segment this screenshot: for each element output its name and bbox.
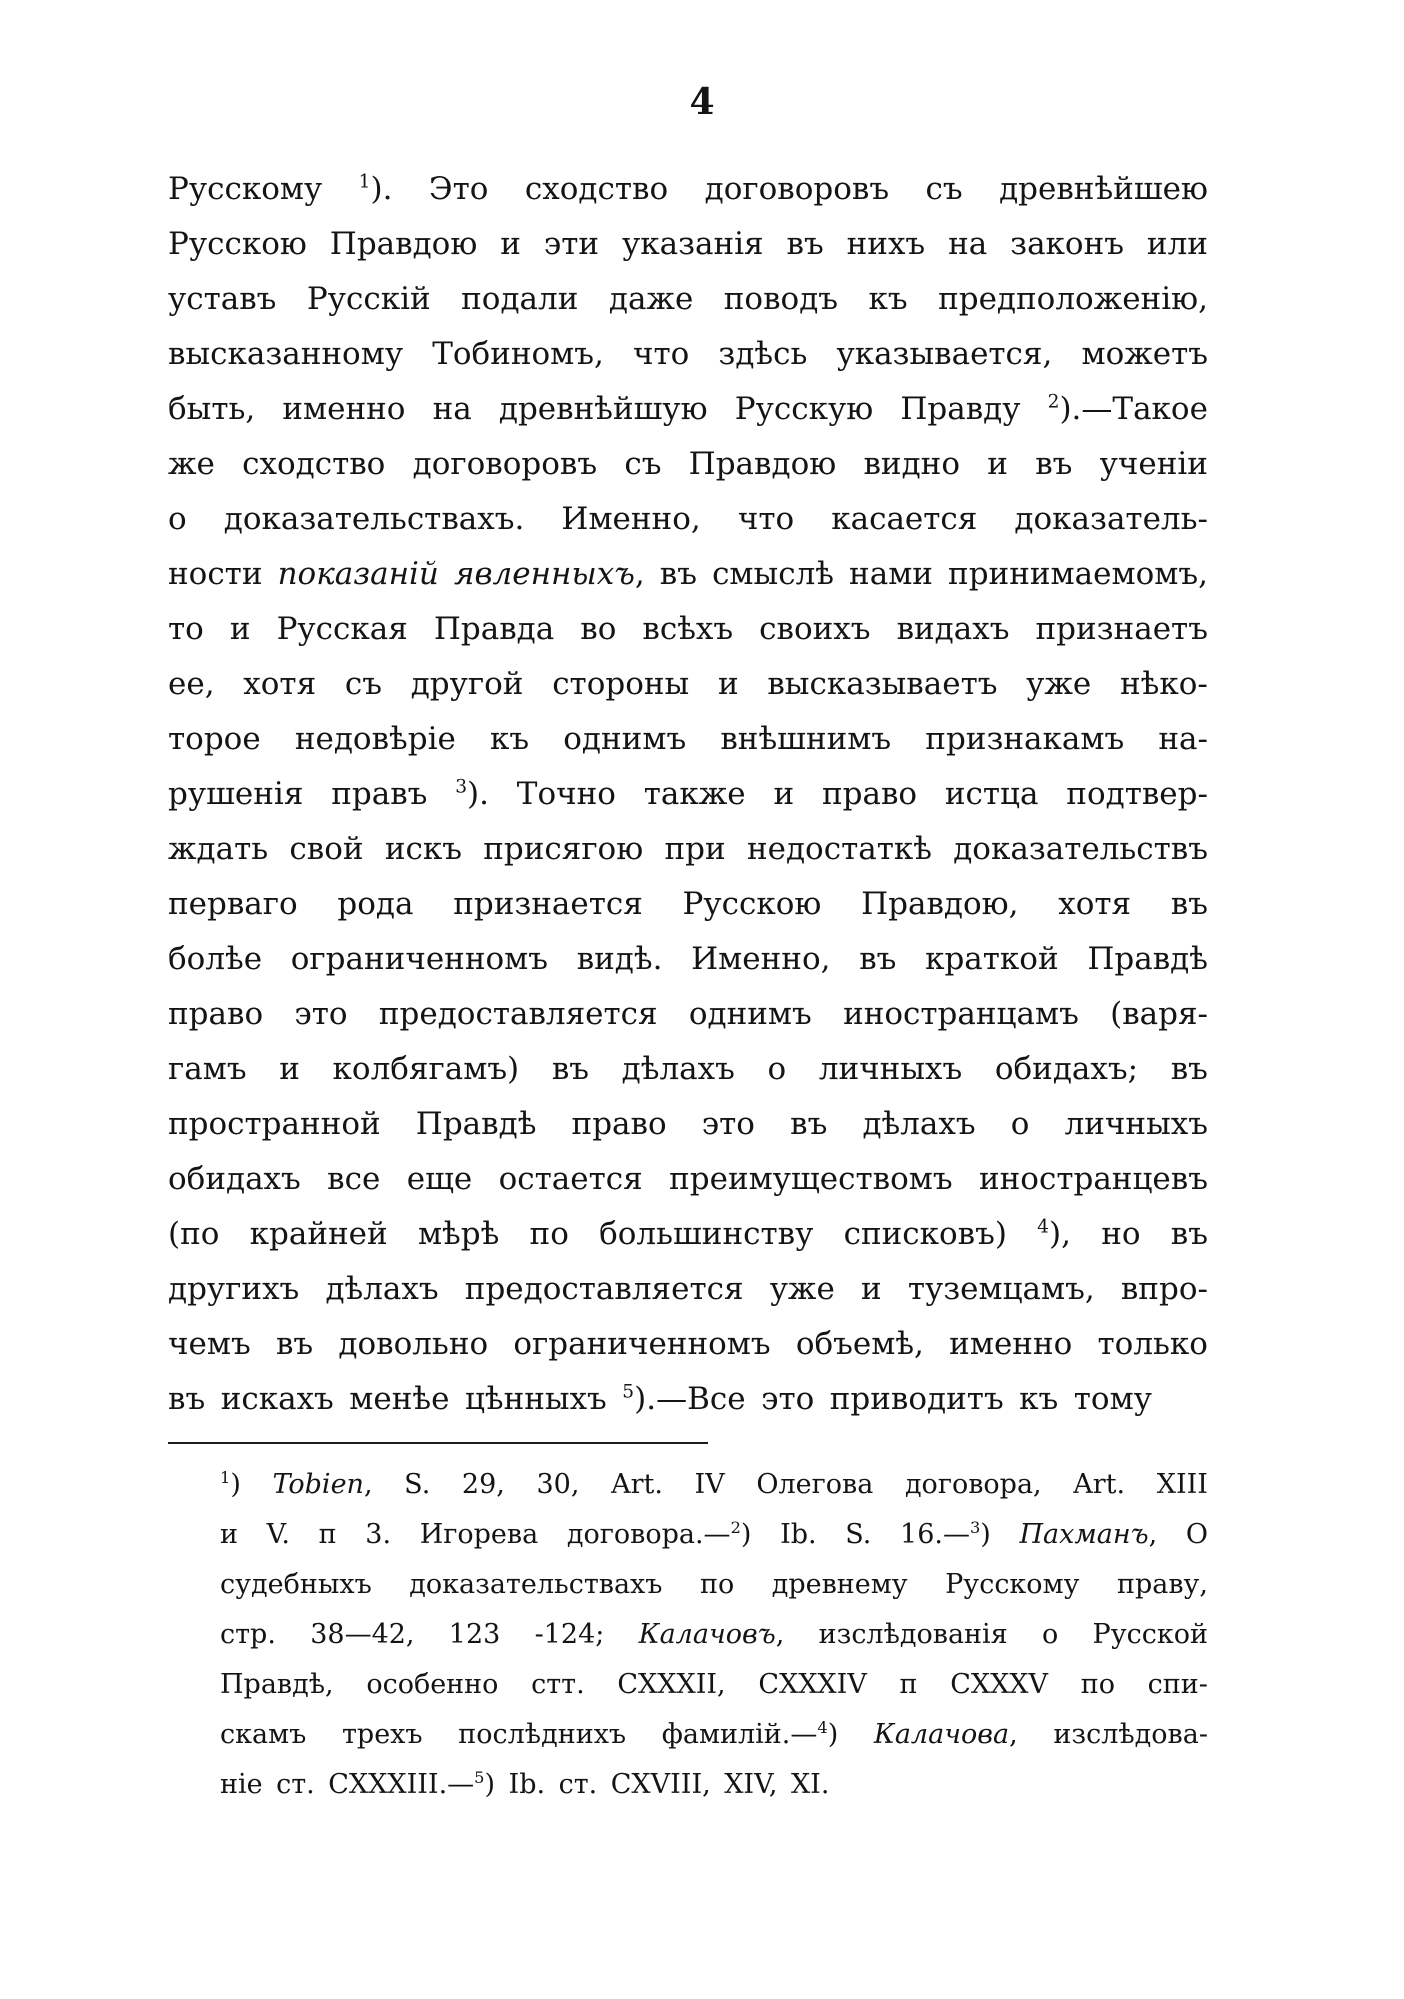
- footnote-line: [220, 1460, 1208, 1510]
- footnote-word: Ib.: [780, 1519, 817, 1550]
- body-text-line: [168, 602, 1208, 657]
- body-text-word: большинству: [599, 1216, 814, 1252]
- body-text-word: краткой: [925, 941, 1059, 977]
- body-text-word: доказательствъ: [953, 831, 1208, 867]
- footnote-word: ст.: [276, 1769, 315, 1800]
- body-text-word: можетъ: [1081, 336, 1208, 372]
- body-text-word: дѣлахъ: [621, 1051, 735, 1087]
- body-text-word: высказываетъ: [767, 666, 998, 702]
- body-text-word: даже: [608, 281, 694, 317]
- body-text-word: Русскою: [682, 886, 822, 922]
- body-text-word: Правду: [900, 391, 1021, 427]
- body-text-line: [168, 1372, 1208, 1427]
- body-text-word: преимуществомъ: [669, 1161, 953, 1197]
- body-text-word: это: [701, 1106, 755, 1142]
- footnote-word: Tobien,: [272, 1469, 373, 1500]
- body-text-word: рода: [337, 886, 414, 922]
- body-text-word: эти: [543, 226, 600, 262]
- footnote-line: [220, 1660, 1208, 1710]
- body-text-word: въ: [786, 226, 824, 262]
- body-text-word: впро-: [1120, 1271, 1208, 1307]
- body-text-word: это: [294, 996, 348, 1032]
- body-text-word: подтвер-: [1066, 776, 1208, 812]
- body-text-word: искъ: [384, 831, 462, 867]
- body-text-word: Правдою,: [861, 886, 1019, 922]
- body-text-word: нѣко-: [1120, 666, 1208, 702]
- footnote-word: 16.—$^3$): [900, 1518, 991, 1550]
- body-text-word: менѣе: [349, 1381, 450, 1417]
- footnote-word: -124;: [534, 1619, 605, 1650]
- body-text-word: по: [529, 1216, 569, 1252]
- footnote-word: Ib.: [508, 1769, 546, 1800]
- footnote-line: [220, 1760, 1208, 1810]
- body-text-word: о: [1010, 1106, 1030, 1142]
- body-text-word: всѣхъ: [642, 611, 734, 647]
- body-text-word: ограниченномъ: [513, 1326, 771, 1362]
- footnote-word: изслѣдова-: [1053, 1719, 1208, 1750]
- footnote-word: XIII: [1156, 1469, 1208, 1500]
- body-text-line: [168, 547, 1208, 602]
- body-text-line: [168, 1042, 1208, 1097]
- body-text-word: Русскій: [306, 281, 431, 317]
- body-text-word: въ: [859, 941, 897, 977]
- body-text-word: здѣсь: [718, 336, 808, 372]
- body-text-word: обидахъ: [168, 1161, 301, 1197]
- footnotes: [220, 1460, 1208, 1810]
- body-text-word: смыслѣ: [712, 556, 834, 592]
- body-text-word: высказанному: [168, 336, 404, 372]
- body-text-word: древнѣйшею: [999, 171, 1208, 207]
- body-text-word: на: [432, 391, 472, 427]
- body-text-word: доказательствахъ.: [223, 501, 525, 537]
- body-text-word: гамъ: [168, 1051, 247, 1087]
- footnote-word: V.: [266, 1519, 291, 1550]
- body-text-word: Именно,: [691, 941, 831, 977]
- body-text-word: Тобиномъ,: [432, 336, 604, 372]
- body-text-word: именно: [282, 391, 406, 427]
- footnote-word: Олегова: [756, 1469, 874, 1500]
- body-text-word: хотя: [243, 666, 317, 702]
- body-text-word: колбягамъ): [332, 1051, 520, 1087]
- body-text-word: свой: [289, 831, 364, 867]
- body-text-word: ждать: [168, 831, 269, 867]
- footnote-word: фамилій.—$^4$): [661, 1718, 839, 1750]
- footnote-word: CXXXV: [950, 1669, 1049, 1700]
- body-text-line: [168, 492, 1208, 547]
- body-text-word: къ: [868, 281, 908, 317]
- footnote-word: стт.: [531, 1669, 585, 1700]
- body-text-word: показаній: [277, 556, 439, 592]
- footnote-word: CXXXIII.—$^5$): [328, 1768, 496, 1800]
- footnote-word: по: [1080, 1669, 1115, 1700]
- body-text-word: сходство: [524, 171, 669, 207]
- body-text-word: личныхъ: [818, 1051, 963, 1087]
- footnote-word: S.: [845, 1519, 872, 1550]
- footnote-word: спи-: [1147, 1669, 1208, 1700]
- body-text-word: болѣе: [168, 941, 263, 977]
- body-text-word: и: [987, 446, 1008, 482]
- body-text-word: въ: [1170, 1051, 1208, 1087]
- body-text-word: (варя-: [1110, 996, 1208, 1032]
- body-text-word: доказатель-: [1014, 501, 1208, 537]
- body-text-word: Правдѣ: [1087, 941, 1208, 977]
- body-text-word: съ: [344, 666, 382, 702]
- footnote-word: 38—42,: [310, 1619, 415, 1650]
- body-text-word: рушенія: [168, 776, 304, 812]
- footnote-word: трехъ: [341, 1719, 423, 1750]
- footnote-word: Правдѣ,: [220, 1669, 334, 1700]
- footnote-word: договора,: [904, 1469, 1042, 1500]
- body-text-word: быть,: [168, 391, 256, 427]
- footnote-line: [220, 1510, 1208, 1560]
- body-text-line: [168, 437, 1208, 492]
- footnote-word: О: [1185, 1519, 1208, 1550]
- body-text-word: это: [761, 1381, 815, 1417]
- body-text-line: [168, 327, 1208, 382]
- body-text-word: недостаткѣ: [746, 831, 932, 867]
- body-text-word: ученіи: [1099, 446, 1208, 482]
- body-text-line: [168, 162, 1208, 217]
- body-text-word: и: [279, 1051, 300, 1087]
- body-text-word: недовѣріе: [294, 721, 456, 757]
- body-text-word: въ: [659, 556, 697, 592]
- footnote-word: XI.: [790, 1769, 830, 1800]
- body-text-word: иностранцамъ: [843, 996, 1079, 1032]
- footnote-word: п: [318, 1519, 337, 1550]
- body-text-word: Правдою: [329, 226, 478, 262]
- body-text-word: Именно,: [561, 501, 701, 537]
- body-text-word: чемъ: [168, 1326, 251, 1362]
- footnote-word: CXXXII,: [617, 1669, 726, 1700]
- body-text-word: и: [500, 226, 521, 262]
- body-text-word: договоровъ: [412, 446, 598, 482]
- page-number: 4: [689, 81, 715, 123]
- body-text-word: правъ: [331, 776, 428, 812]
- body-text-word: еще: [406, 1161, 473, 1197]
- body-text-word: (по: [168, 1216, 220, 1252]
- body-text-word: однимъ: [563, 721, 687, 757]
- footnote-line: [220, 1710, 1208, 1760]
- body-text-word: признаетъ: [1035, 611, 1208, 647]
- footnote-divider: [168, 1442, 708, 1444]
- body-text-word: о: [168, 501, 187, 537]
- footnote-word: и: [220, 1519, 238, 1550]
- body-text-word: законъ: [1010, 226, 1124, 262]
- body-text-word: нихъ: [846, 226, 926, 262]
- body-text-word: торое: [168, 721, 261, 757]
- body-text-word: ее,: [168, 666, 215, 702]
- body-text-word: искахъ: [220, 1381, 334, 1417]
- body-text-word: въ: [1170, 886, 1208, 922]
- footnote-word: скамъ: [220, 1719, 307, 1750]
- body-text-word: на-: [1158, 721, 1208, 757]
- footnote-word: п: [899, 1669, 918, 1700]
- footnote-word: Калачовъ,: [638, 1619, 785, 1650]
- body-text-word: уже: [1026, 666, 1092, 702]
- body-text-word: также: [643, 776, 746, 812]
- footnote-word: судебныхъ: [220, 1569, 372, 1600]
- body-text-line: [168, 712, 1208, 767]
- body-text-word: $^2$).—Такое: [1047, 391, 1208, 427]
- body-text-word: хотя: [1058, 886, 1132, 922]
- body-text-line: [168, 1097, 1208, 1152]
- body-text-line: [168, 932, 1208, 987]
- body-text-word: своихъ: [759, 611, 871, 647]
- footnote-word: IV: [694, 1469, 725, 1500]
- footnote-word: 3.: [365, 1519, 392, 1550]
- footnote-word: 29,: [461, 1469, 505, 1500]
- body-text-word: къ: [1019, 1381, 1059, 1417]
- body-text-word: признается: [453, 886, 643, 922]
- body-text: [168, 162, 1208, 1427]
- body-text-word: присягою: [483, 831, 644, 867]
- body-text-word: сходство: [242, 446, 386, 482]
- body-text-word: остается: [498, 1161, 643, 1197]
- body-text-word: другихъ: [168, 1271, 300, 1307]
- body-text-word: предположенію,: [938, 281, 1208, 317]
- body-text-word: обидахъ;: [994, 1051, 1139, 1087]
- footnote-word: 123: [448, 1619, 501, 1650]
- body-text-line: [168, 1207, 1208, 1262]
- body-text-word: приводитъ: [829, 1381, 1004, 1417]
- body-text-word: именно: [949, 1326, 1073, 1362]
- body-text-word: на: [948, 226, 988, 262]
- body-text-word: только: [1097, 1326, 1208, 1362]
- body-text-word: во: [580, 611, 617, 647]
- body-text-word: перваго: [168, 886, 298, 922]
- body-text-word: признакамъ: [925, 721, 1125, 757]
- footnote-line: [220, 1560, 1208, 1610]
- body-text-word: истца: [944, 776, 1039, 812]
- body-text-word: въ: [551, 1051, 589, 1087]
- body-text-word: поводъ: [723, 281, 839, 317]
- body-text-word: что: [632, 336, 690, 372]
- body-text-word: $^3$).: [455, 776, 489, 812]
- footnote-word: XIV,: [724, 1769, 778, 1800]
- footnote-word: по: [699, 1569, 735, 1600]
- footnote-word: 30,: [536, 1469, 580, 1500]
- footnote-word: CXXXIV: [758, 1669, 867, 1700]
- body-text-word: списковъ): [843, 1216, 1007, 1252]
- body-text-word: предоставляется: [464, 1271, 744, 1307]
- body-text-line: [168, 767, 1208, 822]
- body-text-line: [168, 1262, 1208, 1317]
- footnote-word: $^1$): [220, 1468, 241, 1500]
- body-text-word: но: [1101, 1216, 1141, 1252]
- body-text-word: пространной: [168, 1106, 381, 1142]
- body-text-line: [168, 272, 1208, 327]
- footnote-line: [220, 1610, 1208, 1660]
- body-text-word: съ: [925, 171, 963, 207]
- body-text-word: другой: [410, 666, 524, 702]
- body-text-word: тому: [1073, 1381, 1152, 1417]
- body-text-word: ности: [168, 556, 263, 592]
- body-text-word: предоставляется: [378, 996, 658, 1032]
- body-text-line: [168, 217, 1208, 272]
- footnote-word: изслѣдованія: [818, 1619, 1008, 1650]
- body-text-word: и: [229, 611, 251, 647]
- body-text-word: Русская: [276, 611, 408, 647]
- body-text-word: крайней: [249, 1216, 388, 1252]
- body-text-word: и: [773, 776, 795, 812]
- body-text-line: [168, 987, 1208, 1042]
- body-text-word: ограниченномъ: [290, 941, 548, 977]
- body-text-word: и: [860, 1271, 882, 1307]
- body-text-word: подали: [461, 281, 579, 317]
- body-text-word: личныхъ: [1064, 1106, 1208, 1142]
- footnote-word: послѣднихъ: [458, 1719, 627, 1750]
- body-text-line: [168, 382, 1208, 437]
- footnote-word: о: [1042, 1619, 1059, 1650]
- body-text-word: въ: [1170, 1216, 1208, 1252]
- body-text-word: и: [717, 666, 739, 702]
- body-text-word: видно: [863, 446, 961, 482]
- footnote-word: Русской: [1092, 1619, 1208, 1650]
- footnote-word: Пахманъ,: [1019, 1519, 1158, 1550]
- footnote-word: ст.: [558, 1769, 598, 1800]
- body-text-word: право: [168, 996, 264, 1032]
- body-text-word: $^1$).: [358, 171, 393, 207]
- body-text-word: уже: [769, 1271, 835, 1307]
- footnote-word: доказательствахъ: [409, 1569, 663, 1600]
- body-text-word: уставъ: [168, 281, 277, 317]
- footnote-word: стр.: [220, 1619, 276, 1650]
- body-text-word: $^5$).—Все: [622, 1381, 746, 1417]
- body-text-word: Точно: [516, 776, 616, 812]
- body-text-word: туземцамъ,: [907, 1271, 1095, 1307]
- body-text-word: въ: [790, 1106, 828, 1142]
- footnote-word: праву,: [1116, 1569, 1208, 1600]
- body-text-word: $^4$),: [1037, 1216, 1071, 1252]
- body-text-word: съ: [624, 446, 662, 482]
- body-text-line: [168, 657, 1208, 712]
- footnote-word: Art.: [1073, 1469, 1126, 1500]
- body-text-line: [168, 877, 1208, 932]
- body-text-word: при: [664, 831, 726, 867]
- body-text-word: видѣ.: [576, 941, 663, 977]
- footnote-word: Русскому: [945, 1569, 1080, 1600]
- body-text-word: договоровъ: [704, 171, 890, 207]
- body-text-word: древнѣйшую: [498, 391, 708, 427]
- body-text-word: что: [737, 501, 795, 537]
- body-text-word: нами: [849, 556, 933, 592]
- body-text-word: дѣлахъ: [862, 1106, 976, 1142]
- body-text-word: довольно: [338, 1326, 489, 1362]
- body-text-word: видахъ: [896, 611, 1010, 647]
- body-text-line: [168, 822, 1208, 877]
- body-text-word: Правда: [433, 611, 555, 647]
- body-text-word: все: [327, 1161, 381, 1197]
- body-text-word: принимаемомъ,: [948, 556, 1208, 592]
- footnote-word: особенно: [366, 1669, 499, 1700]
- footnote-word: договора.—$^2$): [566, 1518, 752, 1550]
- body-text-word: дѣлахъ: [325, 1271, 439, 1307]
- body-text-word: иностранцевъ: [978, 1161, 1208, 1197]
- body-text-word: указывается,: [836, 336, 1053, 372]
- body-text-word: Русскую: [734, 391, 874, 427]
- body-text-word: стороны: [552, 666, 690, 702]
- body-text-word: явленныхъ,: [453, 556, 645, 592]
- body-text-word: мѣрѣ: [417, 1216, 500, 1252]
- body-text-word: о: [767, 1051, 787, 1087]
- body-text-word: Русскою: [168, 226, 307, 262]
- body-text-word: касается: [831, 501, 978, 537]
- body-text-word: право: [571, 1106, 667, 1142]
- body-text-line: [168, 1317, 1208, 1372]
- body-text-word: Правдѣ: [415, 1106, 537, 1142]
- body-text-word: Правдою: [688, 446, 837, 482]
- body-text-word: объемѣ,: [795, 1326, 924, 1362]
- footnote-word: Калачова,: [873, 1719, 1018, 1750]
- body-text-word: однимъ: [688, 996, 812, 1032]
- body-text-word: право: [821, 776, 918, 812]
- footnote-word: Art.: [611, 1469, 663, 1500]
- body-text-word: внѣшнимъ: [720, 721, 892, 757]
- body-text-word: Это: [428, 171, 489, 207]
- footnote-word: ніе: [220, 1769, 263, 1800]
- footnote-word: древнему: [771, 1569, 908, 1600]
- body-text-word: или: [1146, 226, 1208, 262]
- body-text-line: [168, 1152, 1208, 1207]
- body-text-word: въ: [275, 1326, 314, 1362]
- footnote-word: CXVIII,: [610, 1769, 711, 1800]
- body-text-word: Русскому: [168, 171, 323, 207]
- body-text-word: указанія: [621, 226, 764, 262]
- body-text-word: то: [168, 611, 204, 647]
- body-text-word: же: [168, 446, 215, 482]
- body-text-word: въ: [1035, 446, 1073, 482]
- body-text-word: къ: [490, 721, 530, 757]
- body-text-word: цѣнныхъ: [464, 1381, 607, 1417]
- body-text-word: въ: [168, 1381, 206, 1417]
- footnote-word: S.: [404, 1469, 431, 1500]
- footnote-word: Игорева: [419, 1519, 539, 1550]
